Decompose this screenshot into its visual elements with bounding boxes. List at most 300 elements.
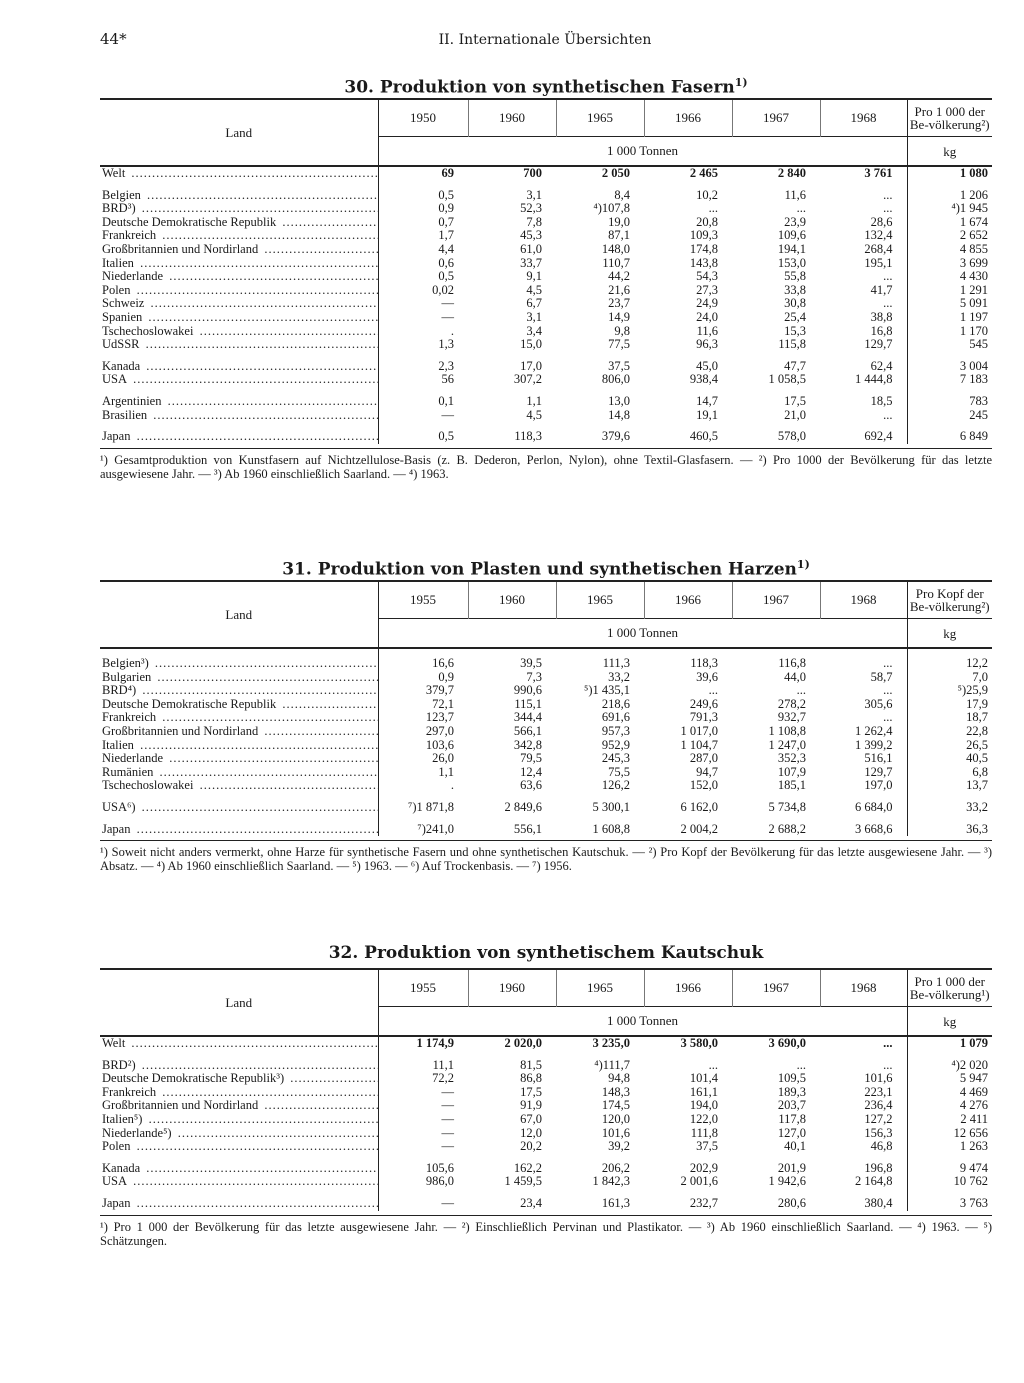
spacer-cell (100, 793, 378, 801)
spacer-row (100, 648, 992, 657)
spacer-cell (468, 1154, 556, 1162)
value-cell: 17,5 (520, 1084, 542, 1099)
table-row (100, 311, 992, 325)
value-cell: 118,3 (514, 429, 542, 444)
value-cell: 127,0 (777, 1125, 806, 1140)
value-cell: 791,3 (689, 710, 718, 725)
value-cell: 96,3 (696, 337, 718, 352)
country-cell (100, 684, 378, 698)
value-cell: 1 262,4 (855, 723, 893, 738)
country-cell (100, 823, 378, 837)
table-row (100, 739, 992, 753)
per-capita-cell: 12 656 (907, 1127, 992, 1141)
table-row (100, 766, 992, 780)
spacer-cell (820, 352, 907, 360)
value-cell: 938,4 (689, 372, 718, 387)
value-cell: 19,1 (696, 407, 718, 422)
column-header-year: 1966 (644, 99, 732, 137)
country-name: Italien (102, 256, 134, 270)
spacer-cell (820, 1051, 907, 1059)
header-row (100, 99, 992, 137)
value-cell: 342,8 (513, 737, 542, 752)
column-header-per-capita: Pro 1 000 der Be-völkerung¹) (907, 969, 992, 1007)
value-cell: 0,5 (438, 429, 454, 444)
value-cell: ⁵)1 435,1 (583, 683, 630, 698)
value-cell: 115,8 (778, 337, 806, 352)
value-cell: 986,0 (425, 1174, 454, 1189)
value-cell: 196,8 (864, 1160, 893, 1175)
value-cell: 287,0 (689, 751, 718, 766)
value-cell: 127,2 (864, 1111, 893, 1126)
value-cell: 380,4 (864, 1195, 893, 1210)
value-cell: 15,3 (784, 323, 806, 338)
value-cell: 9,1 (526, 269, 542, 284)
country-cell (100, 801, 378, 815)
country-name: Frankreich (102, 1085, 157, 1099)
value-cell: 44,0 (784, 669, 806, 684)
value-cell: 174,8 (689, 241, 718, 256)
country-name: USA (102, 373, 128, 387)
country-cell (100, 1175, 378, 1189)
per-capita-cell: 3 763 (907, 1197, 992, 1211)
value-cell: 67,0 (520, 1111, 542, 1126)
table-footnote: ¹) Pro 1 000 der Bevölkerung für das letzte ausgewiesene Jahr. — ²) Einschließlich Pervinan und Plastikator. — ³) Ab 1960 einschließlich Saarland. — ⁴) 1963. — ⁵) Schätzungen. (100, 1215, 992, 1248)
spacer-cell (556, 422, 644, 430)
value-cell: ⁷)1 871,8 (407, 799, 454, 814)
value-cell: 111,8 (690, 1125, 718, 1140)
spacer-cell (644, 387, 732, 395)
value-cell: 120,0 (601, 1111, 630, 1126)
country-cell (100, 257, 378, 271)
spacer-row (100, 422, 992, 430)
country-name: Großbritannien und Nordirland (102, 242, 259, 256)
value-cell: 105,6 (425, 1160, 454, 1175)
value-cell: 63,6 (520, 778, 542, 793)
table-row (100, 430, 992, 444)
table-title-text: 30. Produktion von synthetischen Fasern (344, 77, 735, 98)
spacer-cell (378, 352, 468, 360)
value-cell: 39,6 (696, 669, 718, 684)
table-title (100, 68, 992, 98)
value-cell: 201,9 (777, 1160, 806, 1175)
spacer-cell (644, 1189, 732, 1197)
value-cell: 4,5 (526, 407, 542, 422)
table-footnote: ¹) Soweit nicht anders vermerkt, ohne Harze für synthetische Fasern und ohne synthetischen Kautschuk. — ²) Pro Kopf der Bevölkerung für das letzte ausgewiesene Jahr. — ³) Absatz. — ⁴) Ab 1960 einschließlich Saarland. — ⁵) 1963. — ⁶) Auf Trockenbasis. — ⁷) 1956. (100, 840, 992, 873)
table-row (100, 395, 992, 409)
value-cell: 2 164,8 (855, 1174, 893, 1189)
value-cell: 8,4 (614, 187, 630, 202)
country-name: Schweiz (102, 297, 145, 311)
unit-label: 1 000 Tonnen (378, 619, 907, 649)
value-cell: 7,8 (526, 214, 542, 229)
country-name: Polen (102, 1140, 131, 1154)
value-cell: 45,3 (520, 228, 542, 243)
value-cell: ... (883, 656, 893, 670)
country-name: Welt (102, 166, 126, 180)
country-cell (100, 1036, 378, 1051)
value-cell: 5 300,1 (592, 799, 630, 814)
value-cell: 91,9 (520, 1098, 542, 1113)
per-capita-cell: 36,3 (907, 823, 992, 837)
country-name: BRD⁴) (102, 684, 137, 698)
value-cell: 126,2 (601, 778, 630, 793)
per-capita-cell: 7,0 (907, 671, 992, 685)
value-cell: 13,0 (608, 393, 630, 408)
country-name: Rumänien (102, 765, 154, 779)
value-cell: ... (708, 201, 718, 216)
country-name: USA (102, 1175, 128, 1189)
table-title-text: 31. Produktion von Plasten und synthetischen Harzen (282, 559, 797, 580)
spacer-cell (100, 1051, 378, 1059)
value-cell: 223,1 (864, 1084, 893, 1099)
table-row (100, 779, 992, 793)
value-cell: 1,1 (526, 393, 542, 408)
value-cell: 1 058,5 (768, 372, 806, 387)
spacer-cell (556, 648, 644, 657)
value-cell: 2 020,0 (504, 1036, 542, 1050)
per-capita-unit-label: kg (907, 137, 992, 167)
value-cell: 28,6 (870, 214, 893, 229)
value-cell: 556,1 (513, 821, 542, 836)
value-cell: — (441, 1098, 454, 1113)
spacer-cell (100, 1154, 378, 1162)
column-header-year: 1960 (468, 99, 556, 137)
value-cell: 3,4 (526, 323, 542, 338)
value-cell: ⁷)241,0 (417, 821, 454, 836)
value-cell: 5 734,8 (768, 799, 806, 814)
table-row (100, 166, 992, 181)
value-cell: 268,4 (864, 241, 893, 256)
value-cell: 11,1 (432, 1057, 454, 1072)
value-cell: 1 608,8 (592, 821, 630, 836)
value-cell: 86,8 (520, 1071, 542, 1086)
value-cell: 379,6 (601, 429, 630, 444)
country-cell (100, 1197, 378, 1211)
per-capita-cell: ⁴)2 020 (907, 1059, 992, 1073)
value-cell: 1 247,0 (768, 737, 806, 752)
country-cell (100, 325, 378, 339)
table-row (100, 1086, 992, 1100)
value-cell: 1 842,3 (592, 1174, 630, 1189)
spacer-cell (378, 648, 468, 657)
value-cell: 107,9 (777, 764, 806, 779)
country-cell (100, 216, 378, 230)
spacer-cell (378, 181, 468, 189)
country-name: Deutsche Demokratische Republik (102, 215, 277, 229)
table-footnote: ¹) Gesamtproduktion von Kunstfasern auf Nichtzellulose-Basis (z. B. Dederon, Perlon, Nylon), ohne Textil-Glasfasern. — ²) Pro 1000 der Bevölkerung für das letzte ausgewiesene Jahr. — ³) Ab 1960 einschließlich Saarland. — ⁴) 1963. (100, 448, 992, 481)
value-cell: 11,6 (696, 323, 718, 338)
spacer-cell (732, 648, 820, 657)
table-row (100, 801, 992, 815)
country-cell (100, 1140, 378, 1154)
spacer-cell (100, 1189, 378, 1197)
value-cell: 0,02 (432, 282, 454, 297)
spacer-cell (556, 1189, 644, 1197)
table-row (100, 1175, 992, 1189)
value-cell: — (441, 309, 454, 324)
country-name: Belgien (102, 188, 141, 202)
value-cell: — (441, 296, 454, 311)
country-name: Italien⁵) (102, 1112, 143, 1126)
country-cell (100, 657, 378, 671)
country-cell (100, 1127, 378, 1141)
value-cell: 46,8 (870, 1139, 893, 1154)
column-header-per-capita: Pro Kopf der Be-völkerung²) (907, 581, 992, 619)
country-cell (100, 1162, 378, 1176)
country-name: Welt (102, 1036, 126, 1050)
country-cell (100, 243, 378, 257)
value-cell: ... (883, 1036, 893, 1050)
value-cell: 54,3 (696, 269, 718, 284)
value-cell: 2 840 (777, 166, 806, 180)
column-header-year: 1960 (468, 581, 556, 619)
country-cell (100, 430, 378, 444)
table-row (100, 1162, 992, 1176)
value-cell: 12,0 (520, 1125, 542, 1140)
country-name: Belgien³) (102, 657, 149, 670)
data-table (100, 98, 992, 444)
value-cell: 38,8 (870, 309, 893, 324)
per-capita-cell: 9 474 (907, 1162, 992, 1176)
table-title-text: 32. Produktion von synthetischem Kautschuk (328, 943, 764, 963)
per-capita-cell: 1 079 (907, 1036, 992, 1051)
value-cell: 203,7 (777, 1098, 806, 1113)
spacer-cell (644, 648, 732, 657)
value-cell: 33,2 (608, 669, 630, 684)
table-31 (100, 550, 992, 873)
table-row (100, 1036, 992, 1051)
country-cell (100, 1086, 378, 1100)
value-cell: 990,6 (513, 683, 542, 698)
table-row (100, 684, 992, 698)
value-cell: 249,6 (689, 696, 718, 711)
per-capita-cell: 3 004 (907, 360, 992, 374)
value-cell: 58,7 (870, 669, 893, 684)
value-cell: 806,0 (601, 372, 630, 387)
value-cell: . (450, 323, 454, 338)
value-cell: 2 050 (601, 166, 630, 180)
table-30 (100, 68, 992, 481)
per-capita-cell: 1 263 (907, 1140, 992, 1154)
spacer-cell (468, 1051, 556, 1059)
value-cell: 305,6 (864, 696, 893, 711)
table-row (100, 1140, 992, 1154)
table-title-footnote-marker: 1) (734, 76, 748, 89)
value-cell: 1 108,8 (768, 723, 806, 738)
page-header (100, 30, 990, 54)
table-row (100, 284, 992, 298)
spacer-cell (468, 352, 556, 360)
value-cell: 12,4 (520, 764, 542, 779)
spacer-cell (732, 1154, 820, 1162)
value-cell: ... (883, 296, 893, 311)
country-cell (100, 1059, 378, 1073)
column-header-year: 1950 (378, 99, 468, 137)
value-cell: 307,2 (513, 372, 542, 387)
value-cell: 37,5 (608, 358, 630, 373)
spacer-cell (468, 815, 556, 823)
spacer-cell (378, 387, 468, 395)
spacer-cell (820, 648, 907, 657)
country-name: Niederlande (102, 752, 164, 766)
value-cell: ... (883, 683, 893, 698)
value-cell: 700 (523, 166, 542, 180)
value-cell: 56 (441, 372, 454, 387)
table-row (100, 409, 992, 423)
table-row (100, 257, 992, 271)
spacer-row (100, 387, 992, 395)
value-cell: 39,5 (520, 656, 542, 670)
value-cell: 30,8 (784, 296, 806, 311)
value-cell: 72,2 (432, 1071, 454, 1086)
spacer-cell (100, 352, 378, 360)
value-cell: 1 174,9 (416, 1036, 454, 1050)
value-cell: 27,3 (696, 282, 718, 297)
value-cell: 3 761 (864, 166, 893, 180)
spacer-cell (556, 1154, 644, 1162)
country-name: Bulgarien (102, 670, 152, 684)
value-cell: 162,2 (513, 1160, 542, 1175)
value-cell: 7,3 (526, 669, 542, 684)
spacer-cell (100, 422, 378, 430)
value-cell: 189,3 (777, 1084, 806, 1099)
country-cell (100, 166, 378, 181)
value-cell: 110,7 (602, 255, 630, 270)
spacer-cell (732, 352, 820, 360)
value-cell: 55,8 (784, 269, 806, 284)
value-cell: 0,5 (438, 269, 454, 284)
table-title (100, 938, 992, 968)
table-header (100, 99, 992, 166)
table-row (100, 698, 992, 712)
spacer-cell (378, 1154, 468, 1162)
per-capita-cell: 245 (907, 409, 992, 423)
table-body (100, 166, 992, 444)
country-cell (100, 395, 378, 409)
spacer-cell (732, 1189, 820, 1197)
value-cell: 40,1 (784, 1139, 806, 1154)
country-name: Italien (102, 738, 134, 752)
spacer-cell (378, 1051, 468, 1059)
value-cell: 109,5 (777, 1071, 806, 1086)
per-capita-cell: 2 652 (907, 229, 992, 243)
value-cell: 1 444,8 (855, 372, 893, 387)
value-cell: 123,7 (425, 710, 454, 725)
value-cell: 202,9 (689, 1160, 718, 1175)
per-capita-cell: 1 197 (907, 311, 992, 325)
country-cell (100, 711, 378, 725)
column-header-land: Land (100, 581, 378, 648)
spacer-row (100, 1154, 992, 1162)
table-row (100, 202, 992, 216)
spacer-cell (468, 1189, 556, 1197)
value-cell: ... (796, 683, 806, 698)
value-cell: 101,4 (689, 1071, 718, 1086)
value-cell: 62,4 (870, 358, 893, 373)
per-capita-cell: 4 276 (907, 1099, 992, 1113)
country-cell (100, 779, 378, 793)
table-title (100, 550, 992, 580)
country-cell (100, 270, 378, 284)
spacer-row (100, 181, 992, 189)
table-row (100, 823, 992, 837)
value-cell: 23,7 (608, 296, 630, 311)
country-name: Kanada (102, 1161, 141, 1175)
table-row (100, 725, 992, 739)
value-cell: 1,7 (438, 228, 454, 243)
country-name: Kanada (102, 359, 141, 373)
value-cell: 16,6 (432, 656, 454, 670)
table-32 (100, 938, 992, 1248)
value-cell: ... (883, 269, 893, 284)
value-cell: 2 688,2 (768, 821, 806, 836)
spacer-cell (468, 648, 556, 657)
country-cell (100, 698, 378, 712)
value-cell: 153,0 (777, 255, 806, 270)
header-row (100, 969, 992, 1007)
spacer-cell (556, 387, 644, 395)
country-cell (100, 284, 378, 298)
spacer-cell (378, 422, 468, 430)
value-cell: 2,3 (438, 358, 454, 373)
value-cell: 932,7 (777, 710, 806, 725)
value-cell: 218,6 (601, 696, 630, 711)
value-cell: 952,9 (601, 737, 630, 752)
per-capita-cell: ⁵)25,9 (907, 684, 992, 698)
per-capita-cell: 783 (907, 395, 992, 409)
value-cell: 344,4 (513, 710, 542, 725)
value-cell: 2 004,2 (680, 821, 718, 836)
value-cell: 1 017,0 (680, 723, 718, 738)
table-row (100, 1113, 992, 1127)
per-capita-cell: 17,9 (907, 698, 992, 712)
value-cell: 3 235,0 (592, 1036, 630, 1050)
country-cell (100, 1072, 378, 1086)
column-header-year: 1965 (556, 969, 644, 1007)
column-header-year: 1968 (820, 581, 907, 619)
value-cell: 957,3 (601, 723, 630, 738)
table-row (100, 1072, 992, 1086)
value-cell: ⁴)107,8 (593, 201, 630, 216)
table-title-footnote-marker: 1) (796, 558, 810, 571)
country-name: Japan (102, 1196, 131, 1210)
column-header-year: 1968 (820, 969, 907, 1007)
spacer-cell (820, 181, 907, 189)
value-cell: 37,5 (696, 1139, 718, 1154)
value-cell: 6 162,0 (680, 799, 718, 814)
country-name: BRD²) (102, 1058, 136, 1072)
value-cell: 148,0 (601, 241, 630, 256)
per-capita-cell: 40,5 (907, 752, 992, 766)
value-cell: 122,0 (689, 1111, 718, 1126)
spacer-cell (100, 815, 378, 823)
value-cell: 18,5 (870, 393, 893, 408)
per-capita-cell: 6 849 (907, 430, 992, 444)
table-row (100, 1127, 992, 1141)
value-cell: 0,9 (438, 669, 454, 684)
per-capita-cell: 6,8 (907, 766, 992, 780)
value-cell: 0,7 (438, 214, 454, 229)
value-cell: 194,1 (777, 241, 806, 256)
value-cell: 1 399,2 (855, 737, 893, 752)
value-cell: 109,6 (777, 228, 806, 243)
column-header-year: 1966 (644, 581, 732, 619)
header-row (100, 581, 992, 619)
value-cell: 280,6 (777, 1195, 806, 1210)
table-row (100, 1197, 992, 1211)
value-cell: 115,1 (514, 696, 542, 711)
value-cell: 132,4 (864, 228, 893, 243)
